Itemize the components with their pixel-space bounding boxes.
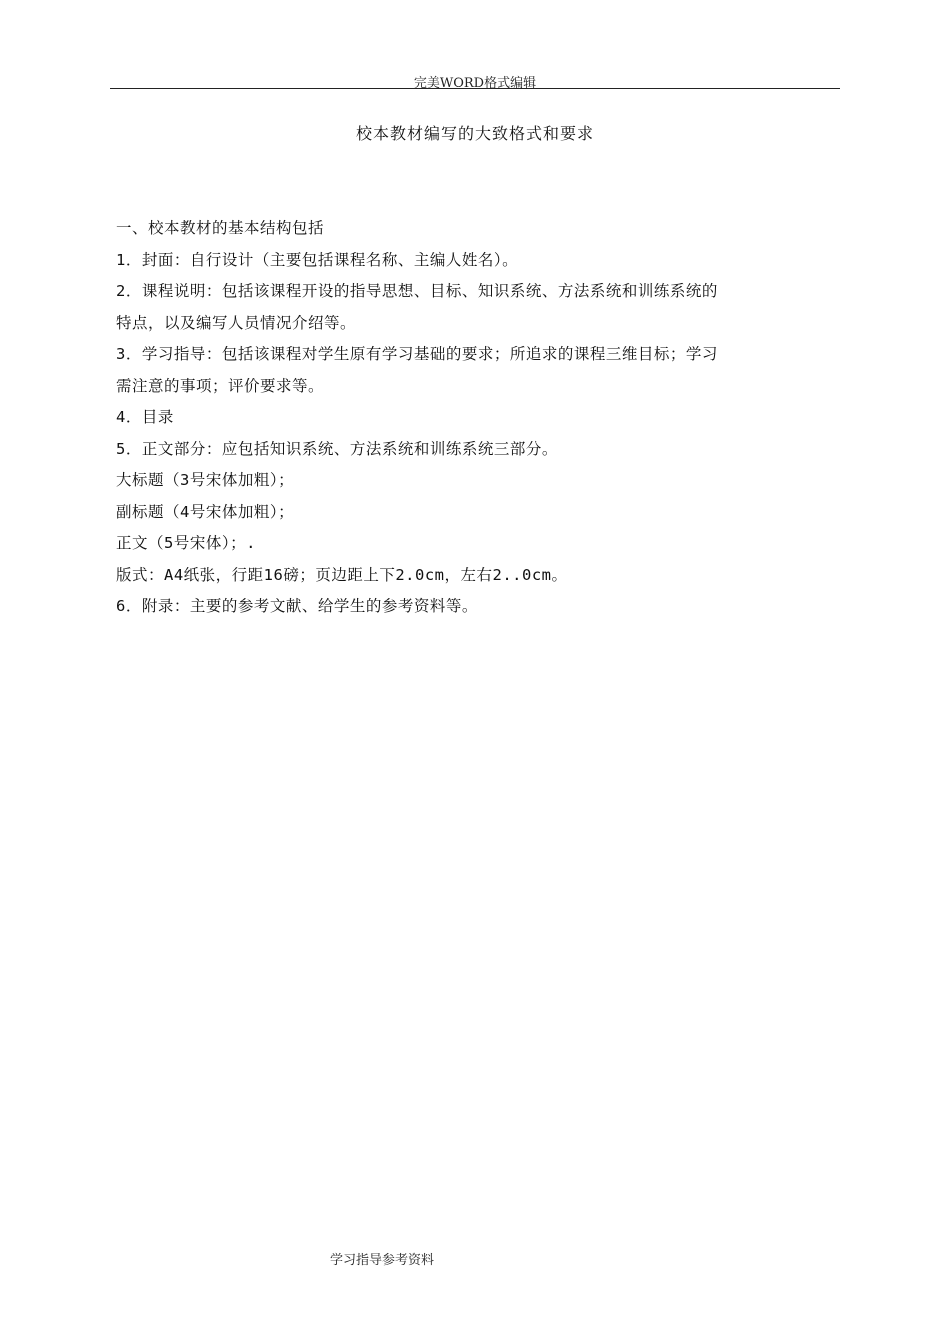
item-appendix: 6．附录：主要的参考文献、给学生的参考资料等。 xyxy=(116,597,478,615)
item-course-description: 2．课程说明：包括该课程开设的指导思想、目标、知识系统、方法系统和训练系统的 xyxy=(116,282,718,300)
document-title: 校本教材编写的大致格式和要求 xyxy=(355,124,594,143)
format-body-text: 正文（5号宋体）；. xyxy=(116,534,256,552)
item-study-guide-cont: 需注意的事项；评价要求等。 xyxy=(116,376,325,395)
section-heading: 一、校本教材的基本结构包括 xyxy=(116,219,325,237)
header-divider xyxy=(110,88,840,89)
item-study-guide: 3．学习指导：包括该课程对学生原有学习基础的要求；所追求的课程三维目标；学习 xyxy=(116,345,718,363)
format-layout: 版式：A4纸张，行距16磅；页边距上下2.0cm，左右2..0cm。 xyxy=(116,565,568,584)
page-footer: 学习指导参考资料 xyxy=(330,1253,435,1268)
format-main-heading: 大标题（3号宋体加粗）； xyxy=(116,471,295,489)
item-course-description-cont: 特点，以及编写人员情况介绍等。 xyxy=(116,313,357,332)
document-body xyxy=(116,213,846,623)
item-main-text: 5．正文部分：应包括知识系统、方法系统和训练系统三部分。 xyxy=(116,439,558,458)
item-table-of-contents: 4．目录 xyxy=(116,408,174,426)
format-subheading: 副标题（4号宋体加粗）； xyxy=(116,502,295,521)
page-header: 完美WORD格式编辑 xyxy=(413,76,537,91)
item-cover: 1．封面：自行设计（主要包括课程名称、主编人姓名）。 xyxy=(116,250,519,269)
